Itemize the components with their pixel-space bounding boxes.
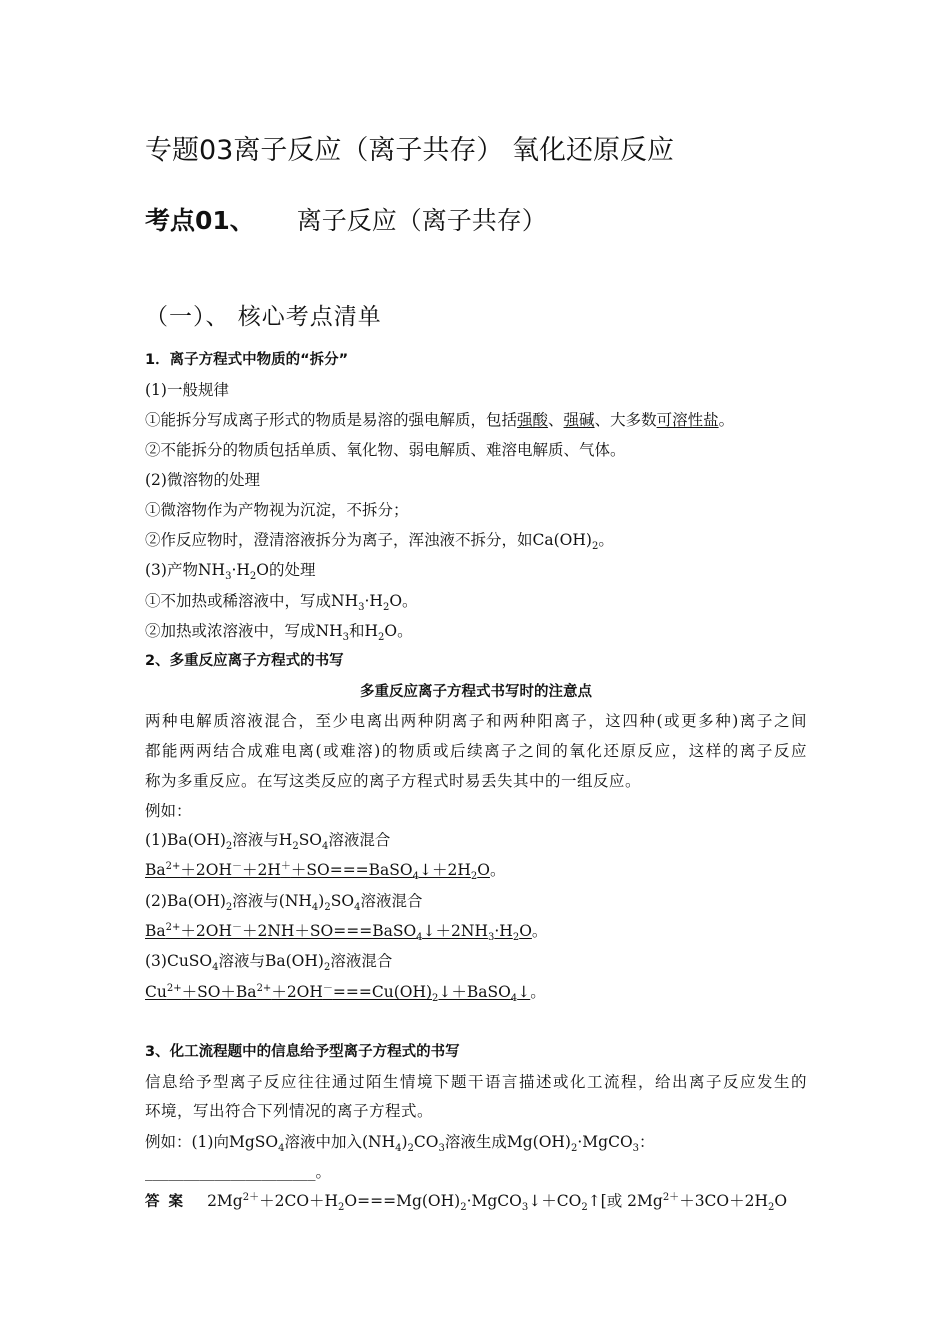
text-run: ＋2OH bbox=[271, 983, 323, 1001]
subscript: 2 bbox=[338, 1202, 345, 1214]
s3-example bbox=[145, 1131, 655, 1153]
superscript: － bbox=[231, 921, 242, 933]
text-run: ＋2CO＋H bbox=[259, 1192, 339, 1210]
s1-rule2: ②不能拆分的物质包括单质、氧化物、弱电解质、难溶电解质、气体。 bbox=[145, 441, 626, 459]
s1-sub3 bbox=[145, 559, 316, 581]
underlined-term: 可溶性盐 bbox=[656, 411, 719, 429]
subscript: 4 bbox=[510, 993, 518, 1005]
s3-answer bbox=[145, 1190, 787, 1213]
text-run: 溶液与H bbox=[232, 831, 293, 849]
text-run: ↓＋2H bbox=[419, 861, 471, 879]
text-run: 的处理 bbox=[268, 561, 316, 579]
subscript: 2 bbox=[768, 1202, 775, 1214]
subscript: 4 bbox=[354, 902, 361, 914]
formula: Ca(OH) bbox=[532, 531, 592, 549]
section-heading: （一）、 核心考点清单 bbox=[145, 304, 382, 330]
text-run: 。 bbox=[531, 922, 548, 940]
text-run: 溶液混合 bbox=[330, 952, 393, 970]
text-run: 。 bbox=[718, 411, 735, 429]
subscript: 2 bbox=[591, 541, 599, 553]
text-run: (1)Ba(OH) bbox=[145, 831, 226, 849]
text-run: 。 bbox=[397, 622, 413, 640]
text-run: SO bbox=[298, 831, 323, 849]
underlined-term: 强酸 bbox=[517, 411, 549, 429]
formula: O bbox=[256, 561, 269, 579]
text-run: 溶液混合 bbox=[328, 831, 391, 849]
formula: ·H bbox=[364, 592, 383, 610]
superscript: 2＋ bbox=[662, 1191, 680, 1203]
text-run: ＋SO＋Ba bbox=[181, 983, 257, 1001]
subscript: 2 bbox=[382, 602, 390, 614]
s1-sub2: (2)微溶物的处理 bbox=[145, 471, 260, 489]
subscript: 3 bbox=[521, 1202, 529, 1214]
subscript: 4 bbox=[412, 871, 419, 883]
text-run: ①不加热或稀溶液中，写成 bbox=[145, 592, 332, 610]
s3-paragraph-line-2: 环境，写出符合下列情况的离子方程式。 bbox=[145, 1102, 434, 1120]
s2-example-3 bbox=[145, 950, 392, 972]
s2-paragraph-line-1: 两种电解质溶液混合，至少电离出两种阴离子和两种阳离子，这四种(或更多种)离子之间 bbox=[145, 712, 807, 730]
equation-underlined bbox=[145, 921, 532, 944]
text-run: Ba bbox=[145, 922, 166, 940]
text-run: 2Mg bbox=[207, 1192, 243, 1210]
text-run: ↓ bbox=[517, 983, 531, 1001]
subscript: 4 bbox=[322, 841, 329, 853]
text-run: O bbox=[477, 861, 490, 879]
superscript: 2+ bbox=[165, 921, 181, 933]
text-run: ) bbox=[318, 892, 325, 910]
s2-heading: 2、多重反应离子方程式的书写 bbox=[145, 653, 344, 669]
superscript: － bbox=[231, 860, 242, 872]
formula: NH bbox=[331, 592, 359, 610]
equation-underlined bbox=[145, 860, 490, 883]
subscript: 2 bbox=[512, 932, 520, 944]
s2-equation-2 bbox=[145, 920, 547, 942]
answer-label: 答 案 bbox=[145, 1194, 186, 1210]
subscript: 4 bbox=[212, 962, 219, 974]
subscript: 3 bbox=[438, 1143, 445, 1155]
formula: NH bbox=[197, 561, 226, 579]
subscript: 4 bbox=[311, 902, 319, 914]
document-title: 专题03离子反应（离子共存） 氧化还原反应 bbox=[145, 135, 674, 166]
formula: O bbox=[384, 622, 398, 640]
text-run: (2)Ba(OH) bbox=[145, 892, 226, 910]
text-run: ： bbox=[639, 1133, 655, 1151]
subscript: 2 bbox=[324, 902, 331, 914]
text-run: 和 bbox=[348, 622, 365, 640]
superscript: 2+ bbox=[165, 860, 181, 872]
text-run: ↓＋2NH bbox=[422, 922, 488, 940]
s2-paragraph-line-2: 都能两两结合成难电离(或难溶)的物质或后续离子之间的氧化还原反应，这样的离子反应 bbox=[145, 742, 807, 760]
text-run: O bbox=[519, 922, 532, 940]
superscript: ＋ bbox=[280, 860, 291, 872]
s2-example-1 bbox=[145, 829, 390, 851]
subscript: 2 bbox=[460, 1202, 467, 1214]
s2-paragraph-line-3: 称为多重反应。在写这类反应的离子方程式时易丢失其中的一组反应。 bbox=[145, 772, 642, 790]
text-run: SO bbox=[330, 892, 355, 910]
s1-rule5 bbox=[145, 590, 418, 612]
subscript: 2 bbox=[570, 1143, 578, 1155]
text-run: 溶液混合 bbox=[360, 892, 423, 910]
superscript: － bbox=[322, 982, 333, 994]
superscript: 2＋ bbox=[242, 1191, 260, 1203]
formula: O bbox=[389, 592, 403, 610]
text-run: 溶液中加入(NH bbox=[284, 1133, 396, 1151]
text-run: 、大多数 bbox=[594, 411, 657, 429]
subscript: 2 bbox=[225, 902, 233, 914]
superscript: 2+ bbox=[166, 982, 182, 994]
text-run: 溶液与(NH bbox=[232, 892, 312, 910]
text-run: ↓＋CO bbox=[528, 1192, 582, 1210]
text-run: 。 bbox=[530, 983, 546, 1001]
text-run: ↓＋BaSO bbox=[438, 983, 511, 1001]
subscript: 2 bbox=[378, 632, 385, 644]
subscript: 3 bbox=[225, 571, 232, 583]
subscript: 2 bbox=[470, 871, 478, 883]
subscript: 4 bbox=[416, 932, 423, 944]
s2-equation-3 bbox=[145, 981, 546, 1003]
kaodian-heading bbox=[145, 204, 547, 238]
s1-sub1: (1)一般规律 bbox=[145, 381, 229, 399]
formula: H bbox=[364, 622, 379, 640]
text-run: 。 bbox=[489, 861, 506, 879]
text-run: ②加热或浓溶液中，写成 bbox=[145, 622, 316, 640]
text-run: Ba bbox=[145, 861, 166, 879]
text-run: 。 bbox=[315, 1163, 332, 1181]
s2-equation-1 bbox=[145, 859, 505, 881]
underlined-term: 强碱 bbox=[563, 411, 595, 429]
s1-rule3: ①微溶物作为产物视为沉淀，不拆分； bbox=[145, 501, 409, 519]
text-run: 溶液生成Mg(OH) bbox=[444, 1133, 571, 1151]
formula: NH bbox=[315, 622, 343, 640]
s2-center-title: 多重反应离子方程式书写时的注意点 bbox=[360, 684, 592, 700]
subscript: 4 bbox=[278, 1143, 285, 1155]
subscript: 3 bbox=[632, 1143, 640, 1155]
text-run: ①能拆分写成离子形式的物质是易溶的强电解质，包括 bbox=[145, 411, 518, 429]
text-run: ＋3CO＋2H bbox=[679, 1192, 768, 1210]
s1-rule1 bbox=[145, 409, 734, 431]
subscript: 2 bbox=[292, 841, 299, 853]
text-run: O===Mg(OH) bbox=[344, 1192, 461, 1210]
s3-paragraph-line-1: 信息给予型离子反应往往通过陌生情境下题干语言描述或化工流程，给出离子反应发生的 bbox=[145, 1073, 807, 1091]
superscript: 2+ bbox=[256, 982, 272, 994]
subscript: 2 bbox=[225, 841, 233, 853]
equation-underlined bbox=[145, 982, 531, 1005]
text-run: ＋2H bbox=[241, 861, 281, 879]
s1-rule6 bbox=[145, 620, 413, 642]
subscript: 2 bbox=[407, 1143, 414, 1155]
text-run: 。 bbox=[402, 592, 418, 610]
s1-rule4 bbox=[145, 529, 614, 551]
text-run: Cu bbox=[145, 983, 167, 1001]
subscript: 2 bbox=[249, 571, 257, 583]
text-run: ===Cu(OH) bbox=[332, 983, 433, 1001]
answer-blank: ______________________ bbox=[145, 1163, 316, 1181]
s3-answer-blank bbox=[145, 1161, 331, 1183]
subscript: 2 bbox=[581, 1202, 588, 1214]
text-run: ＋2NH＋SO===BaSO bbox=[241, 922, 417, 940]
text-run: O bbox=[774, 1192, 788, 1210]
text-run: ＋2OH bbox=[180, 922, 232, 940]
subscript: 3 bbox=[342, 632, 349, 644]
s2-example-2 bbox=[145, 890, 422, 912]
text-run: ·H bbox=[494, 922, 513, 940]
text-run: ②作反应物时，澄清溶液拆分为离子，浑浊液不拆分，如 bbox=[145, 531, 533, 549]
text-run: CO bbox=[413, 1133, 439, 1151]
text-run: 。 bbox=[598, 531, 614, 549]
text-run: (3)产物 bbox=[145, 561, 198, 579]
subscript: 3 bbox=[487, 932, 495, 944]
formula: ·H bbox=[231, 561, 250, 579]
kaodian-label: 考点01、 bbox=[145, 206, 255, 235]
s1-heading: 1．离子方程式中物质的“拆分” bbox=[145, 352, 349, 368]
text-run: (3)CuSO bbox=[145, 952, 213, 970]
subscript: 2 bbox=[432, 993, 439, 1005]
s2-example-label: 例如： bbox=[145, 802, 192, 820]
text-run: ↑[或 2Mg bbox=[587, 1192, 663, 1210]
text-run: ·MgCO bbox=[577, 1133, 633, 1151]
s3-heading: 3、化工流程题中的信息给予型离子方程式的书写 bbox=[145, 1044, 460, 1060]
text-run: ＋2OH bbox=[180, 861, 232, 879]
text-run: ·MgCO bbox=[466, 1192, 522, 1210]
subscript: 3 bbox=[358, 602, 365, 614]
text-run: 溶液与Ba(OH) bbox=[218, 952, 324, 970]
kaodian-text: 离子反应（离子共存） bbox=[296, 206, 547, 235]
subscript: 4 bbox=[395, 1143, 402, 1155]
text-run: ＋SO===BaSO bbox=[290, 861, 413, 879]
text-run: 、 bbox=[548, 411, 564, 429]
text-run: 例如：(1)向MgSO bbox=[145, 1133, 279, 1151]
text-run: ) bbox=[401, 1133, 408, 1151]
subscript: 2 bbox=[323, 962, 331, 974]
